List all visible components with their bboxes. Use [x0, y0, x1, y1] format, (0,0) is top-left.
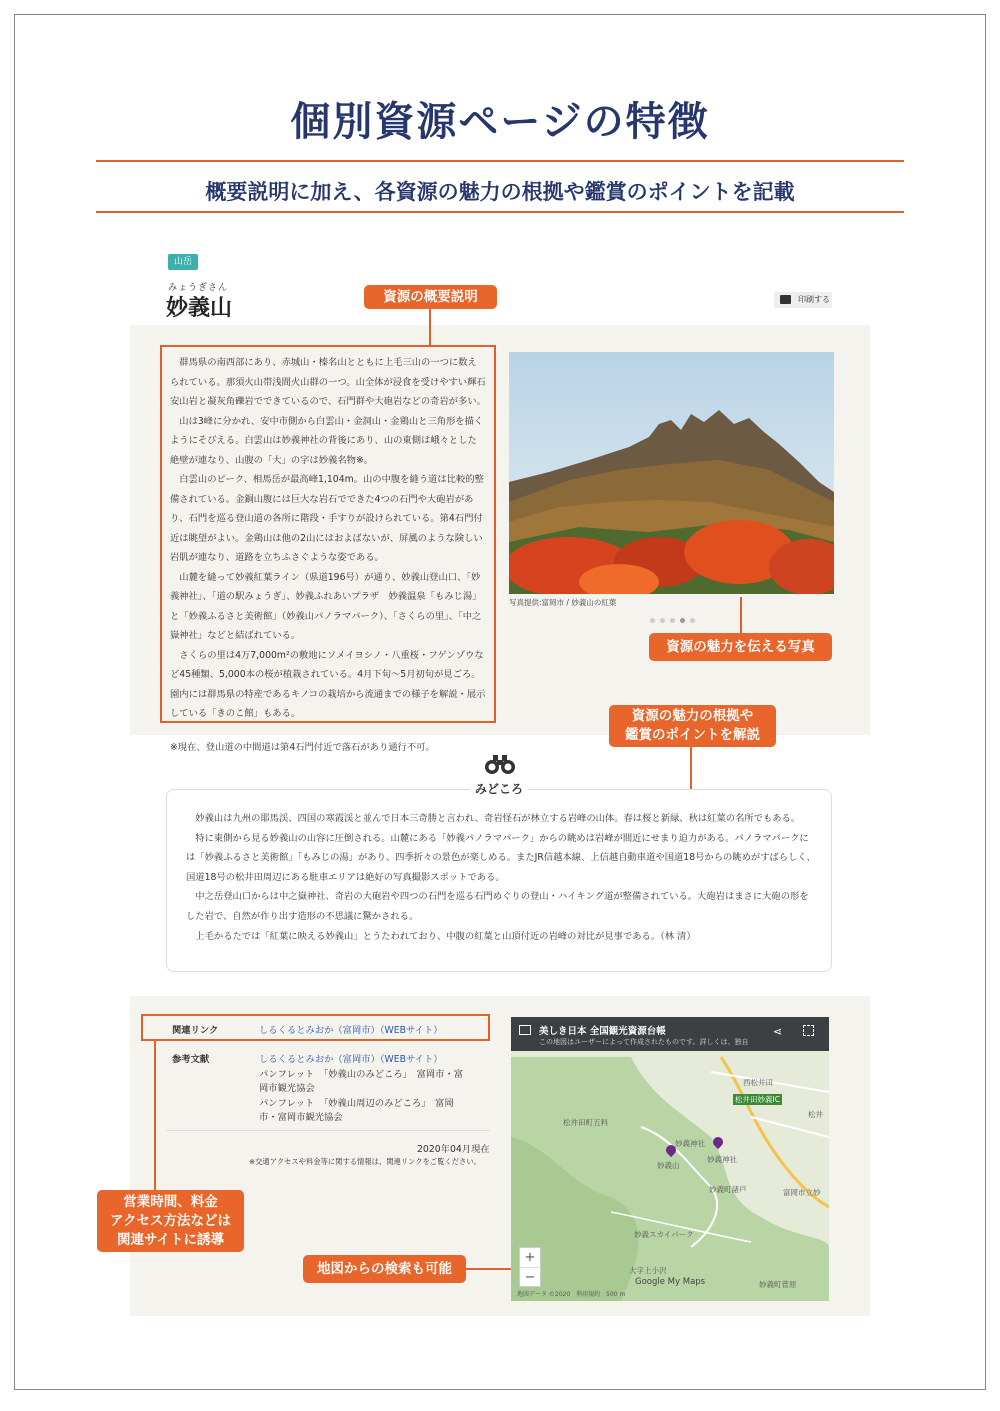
google-logo: Google My Maps	[635, 1277, 706, 1287]
bibliography-link[interactable]: しるくるとみおか（富岡市）（WEBサイト）	[259, 1054, 443, 1065]
callout-overview-line	[429, 309, 431, 346]
midokoro-text	[186, 809, 816, 946]
print-label: 印刷する	[798, 295, 830, 304]
desc-paragraph: 山麓を縫って妙義紅葉ライン（県道196号）が通り、妙義山登山口、「妙義神社」、「道の駅みょうぎ」、妙義ふれあいプラザ 妙義温泉「もみじ湯」と「妙義ふるさと美術館」（妙義山パノラマパーク）、「さくらの里」、「中之嶽神社」などと結ばれている。	[170, 571, 482, 641]
sidebar-toggle-icon[interactable]	[519, 1025, 531, 1035]
callout-links-line	[154, 1041, 156, 1190]
zoom-out-button[interactable]: −	[520, 1267, 540, 1287]
bibliography-item: 岡市観光協会	[259, 1083, 315, 1094]
desc-paragraph: 群馬県の南西部にあり、赤城山・榛名山とともに上毛三山の一つに数えられている。那須火山帯浅間火山群の一つ。山全体が浸食を受けやすい輝石安山岩と凝灰角礫岩でできているので、石門群や大砲岩などの奇岩が多い。	[170, 357, 486, 407]
share-icon[interactable]: ⋖	[773, 1025, 783, 1038]
map-terrain	[511, 1017, 829, 1301]
map-label: 松井	[808, 1110, 823, 1119]
map-embed[interactable]	[511, 1017, 829, 1301]
mountain-photo[interactable]	[509, 352, 834, 594]
page-title: 個別資源ページの特徴	[290, 99, 710, 145]
carousel-dot[interactable]	[670, 618, 675, 623]
bibliography-item: パンフレット 「妙義山のみどころ」 富岡市・富	[259, 1069, 464, 1080]
midokoro-paragraph: 特に東側から見る妙義山の山容に圧倒される。山麓にある「妙義パノラマパーク」からの眺めは岩峰が間近にせまり迫力がある。パノラマパークには「妙義ふるさと美術館」「もみじの湯」があり、四季折々の景色が楽しめる。またJR信越本線、上信越自動車道や国道18号からの眺めがすばらしく、国道18号の松井田周辺にある駐車エリアは絶好の写真撮影スポットである。	[186, 832, 816, 883]
desc-note: ※現在、登山道の中間道は第4石門付近で落石があり通行不可。	[170, 741, 435, 753]
map-label: 妙義神社	[675, 1139, 705, 1148]
bibliography-item: パンフレット 「妙義山周辺のみどころ」 富岡	[259, 1098, 454, 1109]
desc-paragraph: 山は3峰に分かれ、安中市側から白雲山・金洞山・金鶏山と三角形を描くようにそびえる。白雲山は妙義神社の背後にあり、山の東側は峨々とした絶壁が連なり、山腹の「大」の字は妙義名物※。	[170, 415, 484, 466]
map-label: 妙義町諸戸	[709, 1185, 747, 1194]
related-link-label: 関連リンク	[172, 1025, 219, 1036]
carousel-dot[interactable]	[690, 618, 695, 623]
desc-paragraph: 白雲山のピーク、相馬岳が最高峰1,104m。山の中腹を縫う道は比較的整備されている。金銅山腹には巨大な岩石でできた4つの石門や大砲岩があり、石門を巡る登山道の各所に階段・手すりが設けられている。第4石門付近は眺望がよい。金鶏山は他の2山にはおよばないが、屏風のような険しい岩肌が連なり、道路を立ちふさぐような姿である。	[170, 474, 484, 563]
title-rule-bottom	[96, 211, 904, 213]
callout-links-line2: アクセス方法などは	[109, 1213, 232, 1229]
related-link[interactable]: しるくるとみおか（富岡市）（WEBサイト）	[259, 1025, 443, 1036]
resource-name: 妙義山	[166, 296, 233, 321]
map-label: 妙義スカイパーク	[634, 1230, 694, 1239]
midokoro-label: みどころ	[470, 780, 528, 797]
map-label: 妙義神社	[707, 1155, 737, 1164]
bibliography-label: 参考文献	[172, 1054, 210, 1065]
callout-map-line	[466, 1268, 511, 1270]
photo-caption: 写真提供:富岡市 / 妙義山の紅葉	[509, 598, 617, 607]
printer-icon	[780, 295, 791, 304]
callout-overview: 資源の概要説明	[364, 285, 497, 309]
midokoro-paragraph: 上毛かるたでは「紅葉に映える妙義山」とうたわれており、中腹の紅葉と山頂付近の岩峰の対比が見事である。（林 清）	[195, 930, 696, 942]
bibliography-item: 市・富岡市観光協会	[259, 1112, 343, 1123]
category-tag[interactable]: 山岳	[168, 254, 198, 270]
map-label: 大字上小沢	[629, 1266, 667, 1275]
resource-ruby: みょうぎさん	[168, 283, 229, 293]
callout-points-line1: 資源の魅力の根拠や	[631, 708, 754, 724]
map-label: 松井田妙義IC	[735, 1095, 780, 1104]
binoculars-icon	[484, 752, 516, 776]
zoom-in-button[interactable]: +	[524, 1250, 536, 1265]
autumn-mountain-image	[509, 352, 834, 594]
map-title: 美しき日本 全国観光資源台帳	[539, 1026, 666, 1037]
callout-points	[609, 705, 776, 747]
info-disclaimer: ※交通アクセスや料金等に関する情報は、関連リンクをご覧ください。	[249, 1157, 481, 1166]
map-header	[511, 1017, 829, 1051]
overview-description	[160, 345, 496, 753]
callout-links-line3: 関連サイトに誘導	[116, 1232, 225, 1248]
callout-links	[97, 1190, 244, 1252]
midokoro-paragraph: 中之岳登山口からは中之嶽神社、奇岩の大砲岩や四つの石門を巡る石門めぐりの登山・ハイキング道が整備されている。大砲岩はまさに大砲の形をした岩で、自然が作り出す造形の不思議に驚かされる。	[186, 891, 809, 922]
callout-photo: 資源の魅力を伝える写真	[649, 633, 832, 661]
fullscreen-icon[interactable]	[803, 1025, 814, 1036]
zoom-control	[519, 1247, 541, 1287]
carousel-dot-active[interactable]	[680, 618, 685, 623]
title-rule-top	[96, 160, 904, 162]
map-label: 妙義町菅原	[759, 1280, 797, 1289]
carousel-dot[interactable]	[650, 618, 655, 623]
map-label: 松井田町五料	[563, 1118, 608, 1127]
desc-paragraph: さくらの里は4万7,000m²の敷地にソメイヨシノ・八重桜・フゲンゾウなど45種類、5,000本の桜が植栽されている。4月下旬～5月初旬が見ごろ。園内には群馬県の特産であるキノコの栽培から流通までの様子を解説・展示している「きのこ館」もある。	[170, 649, 486, 719]
callout-map: 地図からの検索も可能	[303, 1255, 466, 1283]
map-label: 妙義山	[657, 1161, 680, 1170]
page-subtitle: 概要説明に加え、各資源の魅力の根拠や鑑賞のポイントを記載	[205, 180, 795, 204]
map-label: 西松井田	[743, 1078, 773, 1087]
info-date: 2020年04月現在	[417, 1144, 490, 1155]
callout-links-line1: 営業時間、料金	[123, 1194, 218, 1210]
midokoro-paragraph: 妙義山は九州の耶馬渓、四国の寒霞渓と並んで日本三奇勝と言われ、奇岩怪石が林立する岩峰の山体。春は桜と新緑、秋は紅葉の名所でもある。	[195, 813, 801, 824]
print-button[interactable]	[774, 292, 832, 308]
carousel-dots[interactable]	[650, 608, 700, 627]
map-notice: この地図はユーザーによって作成されたものです。詳しくは、独自	[539, 1038, 749, 1046]
callout-points-line2: 鑑賞のポイントを解説	[625, 727, 760, 743]
map-label: 富岡市立妙	[783, 1188, 821, 1197]
carousel-dot[interactable]	[660, 618, 665, 623]
callout-points-line	[690, 747, 692, 790]
map-attribution[interactable]: 地図データ ©2020 利用規約 500 m	[517, 1291, 626, 1298]
reference-divider	[166, 1130, 490, 1131]
callout-photo-line	[740, 597, 742, 633]
